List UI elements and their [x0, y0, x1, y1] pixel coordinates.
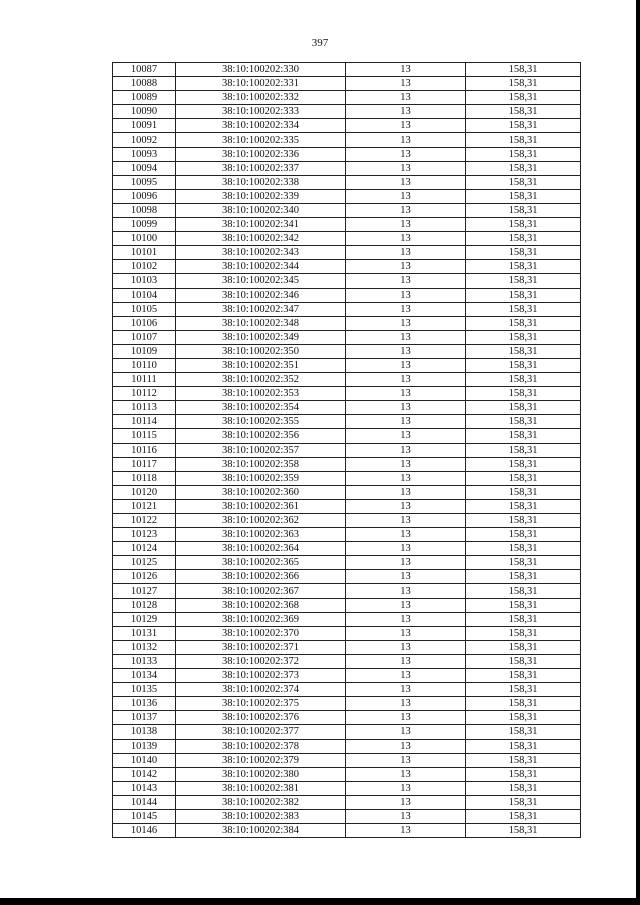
table-row [113, 373, 581, 387]
cell-value: 158,31 [466, 415, 581, 429]
cell-code: 13 [346, 767, 466, 781]
scan-border-right [636, 0, 640, 905]
table-row [113, 358, 581, 372]
cell-value: 158,31 [466, 514, 581, 528]
cell-code: 13 [346, 429, 466, 443]
cell-cadastral-number: 38:10:100202:349 [176, 330, 346, 344]
cell-cadastral-number: 38:10:100202:354 [176, 401, 346, 415]
cell-cadastral-number: 38:10:100202:359 [176, 471, 346, 485]
cell-code: 13 [346, 528, 466, 542]
cell-row-number: 10124 [113, 542, 176, 556]
cell-code: 13 [346, 330, 466, 344]
cell-cadastral-number: 38:10:100202:331 [176, 77, 346, 91]
cell-cadastral-number: 38:10:100202:369 [176, 612, 346, 626]
cell-code: 13 [346, 570, 466, 584]
table-row [113, 415, 581, 429]
cell-row-number: 10117 [113, 457, 176, 471]
table-row [113, 725, 581, 739]
cell-code: 13 [346, 725, 466, 739]
cell-row-number: 10118 [113, 471, 176, 485]
table-row [113, 175, 581, 189]
cell-row-number: 10088 [113, 77, 176, 91]
cell-cadastral-number: 38:10:100202:358 [176, 457, 346, 471]
cell-row-number: 10136 [113, 697, 176, 711]
cell-cadastral-number: 38:10:100202:334 [176, 119, 346, 133]
cell-row-number: 10116 [113, 443, 176, 457]
cell-cadastral-number: 38:10:100202:346 [176, 288, 346, 302]
cell-row-number: 10111 [113, 373, 176, 387]
table-row [113, 288, 581, 302]
cell-cadastral-number: 38:10:100202:353 [176, 387, 346, 401]
table-row [113, 260, 581, 274]
table-row [113, 161, 581, 175]
cell-code: 13 [346, 189, 466, 203]
cell-value: 158,31 [466, 528, 581, 542]
cell-code: 13 [346, 401, 466, 415]
table-row [113, 542, 581, 556]
cell-row-number: 10100 [113, 232, 176, 246]
cell-value: 158,31 [466, 570, 581, 584]
cell-value: 158,31 [466, 288, 581, 302]
cell-value: 158,31 [466, 302, 581, 316]
cell-value: 158,31 [466, 739, 581, 753]
table-row [113, 105, 581, 119]
cell-value: 158,31 [466, 711, 581, 725]
cell-row-number: 10120 [113, 485, 176, 499]
cell-cadastral-number: 38:10:100202:351 [176, 358, 346, 372]
cell-code: 13 [346, 739, 466, 753]
cell-value: 158,31 [466, 725, 581, 739]
table-row [113, 457, 581, 471]
cell-row-number: 10137 [113, 711, 176, 725]
register-table-body [113, 63, 581, 838]
cell-code: 13 [346, 288, 466, 302]
cell-cadastral-number: 38:10:100202:366 [176, 570, 346, 584]
cell-value: 158,31 [466, 133, 581, 147]
cell-row-number: 10144 [113, 795, 176, 809]
cell-code: 13 [346, 683, 466, 697]
cell-code: 13 [346, 711, 466, 725]
cell-value: 158,31 [466, 161, 581, 175]
cell-value: 158,31 [466, 626, 581, 640]
cell-row-number: 10101 [113, 246, 176, 260]
cell-cadastral-number: 38:10:100202:333 [176, 105, 346, 119]
cell-row-number: 10126 [113, 570, 176, 584]
cell-value: 158,31 [466, 556, 581, 570]
cell-cadastral-number: 38:10:100202:375 [176, 697, 346, 711]
table-row [113, 556, 581, 570]
cell-code: 13 [346, 344, 466, 358]
cell-value: 158,31 [466, 401, 581, 415]
cell-cadastral-number: 38:10:100202:355 [176, 415, 346, 429]
cell-row-number: 10098 [113, 203, 176, 217]
cell-row-number: 10093 [113, 147, 176, 161]
table-row [113, 626, 581, 640]
cell-cadastral-number: 38:10:100202:352 [176, 373, 346, 387]
cell-code: 13 [346, 485, 466, 499]
table-row [113, 91, 581, 105]
cell-row-number: 10129 [113, 612, 176, 626]
cell-code: 13 [346, 669, 466, 683]
cell-row-number: 10091 [113, 119, 176, 133]
cell-row-number: 10090 [113, 105, 176, 119]
cell-cadastral-number: 38:10:100202:341 [176, 218, 346, 232]
cell-cadastral-number: 38:10:100202:384 [176, 824, 346, 838]
cell-code: 13 [346, 133, 466, 147]
cell-cadastral-number: 38:10:100202:381 [176, 781, 346, 795]
table-row [113, 77, 581, 91]
cell-cadastral-number: 38:10:100202:347 [176, 302, 346, 316]
cell-cadastral-number: 38:10:100202:367 [176, 584, 346, 598]
cell-code: 13 [346, 443, 466, 457]
cell-row-number: 10107 [113, 330, 176, 344]
cell-cadastral-number: 38:10:100202:340 [176, 203, 346, 217]
table-row [113, 63, 581, 77]
cell-cadastral-number: 38:10:100202:377 [176, 725, 346, 739]
cell-row-number: 10092 [113, 133, 176, 147]
cell-value: 158,31 [466, 105, 581, 119]
cell-code: 13 [346, 809, 466, 823]
cell-value: 158,31 [466, 542, 581, 556]
table-row [113, 669, 581, 683]
cell-code: 13 [346, 63, 466, 77]
table-row [113, 147, 581, 161]
cell-row-number: 10110 [113, 358, 176, 372]
cell-code: 13 [346, 584, 466, 598]
cell-code: 13 [346, 161, 466, 175]
scan-border-bottom [0, 898, 640, 905]
cell-cadastral-number: 38:10:100202:378 [176, 739, 346, 753]
cell-code: 13 [346, 119, 466, 133]
table-row [113, 753, 581, 767]
cell-cadastral-number: 38:10:100202:339 [176, 189, 346, 203]
cell-value: 158,31 [466, 598, 581, 612]
cell-row-number: 10103 [113, 274, 176, 288]
table-row [113, 316, 581, 330]
cell-code: 13 [346, 246, 466, 260]
cell-code: 13 [346, 203, 466, 217]
cell-row-number: 10146 [113, 824, 176, 838]
cell-value: 158,31 [466, 387, 581, 401]
cell-row-number: 10106 [113, 316, 176, 330]
cell-code: 13 [346, 415, 466, 429]
cell-value: 158,31 [466, 485, 581, 499]
cell-row-number: 10095 [113, 175, 176, 189]
cell-row-number: 10112 [113, 387, 176, 401]
cell-cadastral-number: 38:10:100202:342 [176, 232, 346, 246]
cell-code: 13 [346, 542, 466, 556]
table-row [113, 401, 581, 415]
cell-cadastral-number: 38:10:100202:364 [176, 542, 346, 556]
cell-code: 13 [346, 626, 466, 640]
cell-value: 158,31 [466, 809, 581, 823]
cell-code: 13 [346, 218, 466, 232]
table-row [113, 189, 581, 203]
cell-cadastral-number: 38:10:100202:360 [176, 485, 346, 499]
cell-row-number: 10094 [113, 161, 176, 175]
cell-row-number: 10122 [113, 514, 176, 528]
table-row [113, 739, 581, 753]
cell-row-number: 10133 [113, 654, 176, 668]
table-row [113, 711, 581, 725]
cell-row-number: 10127 [113, 584, 176, 598]
cell-row-number: 10113 [113, 401, 176, 415]
table-row [113, 654, 581, 668]
table-row [113, 274, 581, 288]
cell-code: 13 [346, 302, 466, 316]
cell-value: 158,31 [466, 77, 581, 91]
table-row [113, 528, 581, 542]
table-row [113, 514, 581, 528]
cell-code: 13 [346, 91, 466, 105]
table-row [113, 809, 581, 823]
table-row [113, 640, 581, 654]
cell-code: 13 [346, 316, 466, 330]
cell-value: 158,31 [466, 316, 581, 330]
cell-value: 158,31 [466, 344, 581, 358]
cell-cadastral-number: 38:10:100202:382 [176, 795, 346, 809]
cell-value: 158,31 [466, 654, 581, 668]
cell-cadastral-number: 38:10:100202:365 [176, 556, 346, 570]
cell-value: 158,31 [466, 781, 581, 795]
cell-cadastral-number: 38:10:100202:345 [176, 274, 346, 288]
table-row [113, 485, 581, 499]
register-table [112, 62, 581, 838]
cell-cadastral-number: 38:10:100202:332 [176, 91, 346, 105]
cell-cadastral-number: 38:10:100202:383 [176, 809, 346, 823]
cell-value: 158,31 [466, 119, 581, 133]
cell-cadastral-number: 38:10:100202:379 [176, 753, 346, 767]
cell-cadastral-number: 38:10:100202:361 [176, 499, 346, 513]
table-row [113, 119, 581, 133]
table-row [113, 344, 581, 358]
page-number: 397 [311, 37, 329, 49]
cell-value: 158,31 [466, 260, 581, 274]
cell-code: 13 [346, 457, 466, 471]
cell-value: 158,31 [466, 330, 581, 344]
cell-row-number: 10115 [113, 429, 176, 443]
table-row [113, 218, 581, 232]
table-row [113, 683, 581, 697]
cell-value: 158,31 [466, 373, 581, 387]
table-row [113, 203, 581, 217]
table-row [113, 584, 581, 598]
cell-cadastral-number: 38:10:100202:372 [176, 654, 346, 668]
cell-row-number: 10142 [113, 767, 176, 781]
cell-value: 158,31 [466, 753, 581, 767]
cell-value: 158,31 [466, 203, 581, 217]
cell-cadastral-number: 38:10:100202:380 [176, 767, 346, 781]
table-row [113, 570, 581, 584]
table-row [113, 133, 581, 147]
cell-code: 13 [346, 471, 466, 485]
table-row [113, 767, 581, 781]
table-row [113, 246, 581, 260]
cell-row-number: 10135 [113, 683, 176, 697]
cell-cadastral-number: 38:10:100202:363 [176, 528, 346, 542]
cell-row-number: 10105 [113, 302, 176, 316]
cell-cadastral-number: 38:10:100202:368 [176, 598, 346, 612]
cell-value: 158,31 [466, 147, 581, 161]
cell-value: 158,31 [466, 63, 581, 77]
cell-code: 13 [346, 175, 466, 189]
cell-cadastral-number: 38:10:100202:330 [176, 63, 346, 77]
table-row [113, 612, 581, 626]
cell-row-number: 10132 [113, 640, 176, 654]
cell-code: 13 [346, 598, 466, 612]
table-row [113, 330, 581, 344]
cell-cadastral-number: 38:10:100202:362 [176, 514, 346, 528]
cell-value: 158,31 [466, 91, 581, 105]
cell-code: 13 [346, 105, 466, 119]
table-row [113, 387, 581, 401]
cell-row-number: 10138 [113, 725, 176, 739]
cell-cadastral-number: 38:10:100202:370 [176, 626, 346, 640]
table-row [113, 824, 581, 838]
cell-code: 13 [346, 514, 466, 528]
cell-code: 13 [346, 358, 466, 372]
table-row [113, 443, 581, 457]
cell-row-number: 10125 [113, 556, 176, 570]
cell-cadastral-number: 38:10:100202:357 [176, 443, 346, 457]
cell-value: 158,31 [466, 175, 581, 189]
cell-value: 158,31 [466, 274, 581, 288]
table-row [113, 302, 581, 316]
cell-code: 13 [346, 274, 466, 288]
cell-value: 158,31 [466, 499, 581, 513]
cell-row-number: 10139 [113, 739, 176, 753]
cell-code: 13 [346, 697, 466, 711]
cell-cadastral-number: 38:10:100202:343 [176, 246, 346, 260]
cell-cadastral-number: 38:10:100202:344 [176, 260, 346, 274]
cell-cadastral-number: 38:10:100202:348 [176, 316, 346, 330]
cell-row-number: 10131 [113, 626, 176, 640]
cell-value: 158,31 [466, 218, 581, 232]
cell-value: 158,31 [466, 189, 581, 203]
cell-code: 13 [346, 147, 466, 161]
cell-code: 13 [346, 260, 466, 274]
cell-row-number: 10099 [113, 218, 176, 232]
cell-row-number: 10121 [113, 499, 176, 513]
register-table-wrapper [112, 62, 581, 838]
cell-cadastral-number: 38:10:100202:350 [176, 344, 346, 358]
cell-value: 158,31 [466, 824, 581, 838]
table-row [113, 429, 581, 443]
cell-value: 158,31 [466, 669, 581, 683]
cell-row-number: 10087 [113, 63, 176, 77]
cell-value: 158,31 [466, 697, 581, 711]
table-row [113, 499, 581, 513]
cell-row-number: 10140 [113, 753, 176, 767]
cell-value: 158,31 [466, 358, 581, 372]
cell-cadastral-number: 38:10:100202:374 [176, 683, 346, 697]
cell-code: 13 [346, 640, 466, 654]
cell-code: 13 [346, 387, 466, 401]
cell-row-number: 10134 [113, 669, 176, 683]
cell-row-number: 10102 [113, 260, 176, 274]
cell-value: 158,31 [466, 246, 581, 260]
table-row [113, 232, 581, 246]
cell-code: 13 [346, 795, 466, 809]
cell-cadastral-number: 38:10:100202:356 [176, 429, 346, 443]
cell-value: 158,31 [466, 232, 581, 246]
cell-value: 158,31 [466, 471, 581, 485]
cell-cadastral-number: 38:10:100202:337 [176, 161, 346, 175]
cell-value: 158,31 [466, 767, 581, 781]
cell-cadastral-number: 38:10:100202:335 [176, 133, 346, 147]
cell-code: 13 [346, 753, 466, 767]
cell-row-number: 10128 [113, 598, 176, 612]
cell-code: 13 [346, 824, 466, 838]
cell-row-number: 10104 [113, 288, 176, 302]
cell-code: 13 [346, 654, 466, 668]
table-row [113, 781, 581, 795]
cell-row-number: 10114 [113, 415, 176, 429]
table-row [113, 795, 581, 809]
table-row [113, 598, 581, 612]
cell-value: 158,31 [466, 443, 581, 457]
cell-row-number: 10089 [113, 91, 176, 105]
cell-row-number: 10143 [113, 781, 176, 795]
cell-row-number: 10145 [113, 809, 176, 823]
cell-code: 13 [346, 499, 466, 513]
cell-cadastral-number: 38:10:100202:376 [176, 711, 346, 725]
cell-row-number: 10109 [113, 344, 176, 358]
cell-code: 13 [346, 781, 466, 795]
table-row [113, 471, 581, 485]
cell-cadastral-number: 38:10:100202:371 [176, 640, 346, 654]
cell-value: 158,31 [466, 795, 581, 809]
cell-value: 158,31 [466, 457, 581, 471]
cell-row-number: 10123 [113, 528, 176, 542]
cell-code: 13 [346, 556, 466, 570]
cell-code: 13 [346, 232, 466, 246]
cell-value: 158,31 [466, 640, 581, 654]
cell-code: 13 [346, 373, 466, 387]
cell-code: 13 [346, 612, 466, 626]
cell-value: 158,31 [466, 683, 581, 697]
cell-row-number: 10096 [113, 189, 176, 203]
cell-code: 13 [346, 77, 466, 91]
table-row [113, 697, 581, 711]
cell-cadastral-number: 38:10:100202:336 [176, 147, 346, 161]
cell-value: 158,31 [466, 584, 581, 598]
cell-cadastral-number: 38:10:100202:338 [176, 175, 346, 189]
cell-value: 158,31 [466, 429, 581, 443]
cell-cadastral-number: 38:10:100202:373 [176, 669, 346, 683]
cell-value: 158,31 [466, 612, 581, 626]
